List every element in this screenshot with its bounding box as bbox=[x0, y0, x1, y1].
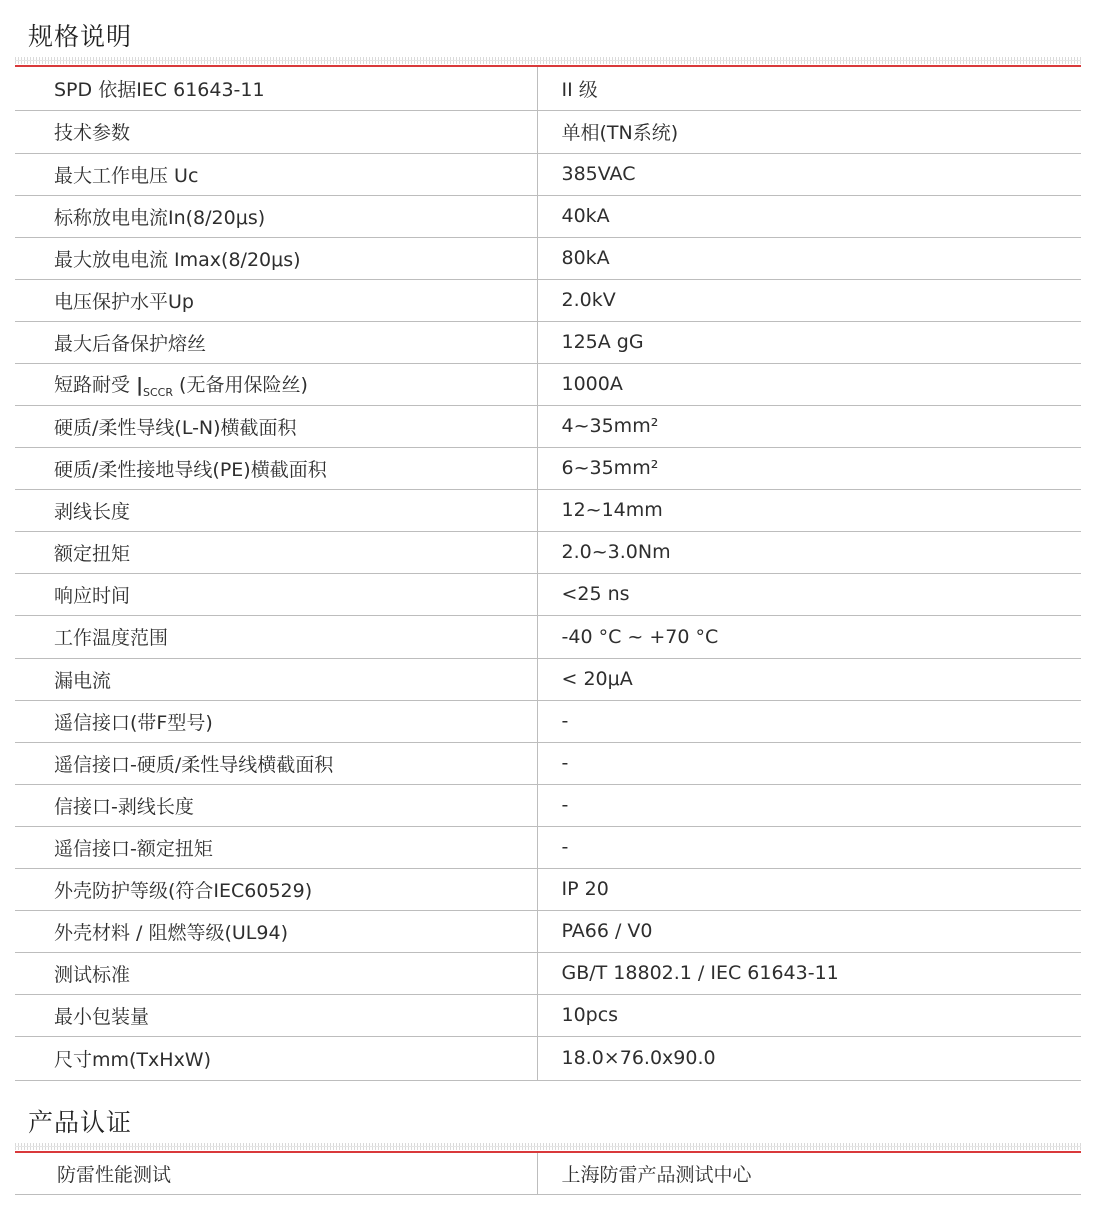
spec-value: -40 °C ~ +70 °C bbox=[537, 615, 1081, 658]
dotted-band bbox=[15, 1143, 1081, 1150]
spec-value: <25 ns bbox=[537, 573, 1081, 615]
table-row bbox=[15, 67, 1081, 110]
spec-value: GB/T 18802.1 / IEC 61643-11 bbox=[537, 952, 1081, 994]
spec-label: SPD 依据IEC 61643-11 bbox=[15, 67, 537, 110]
spec-label: 额定扭矩 bbox=[15, 531, 537, 573]
table-row bbox=[15, 195, 1081, 237]
table-row bbox=[15, 784, 1081, 826]
dotted-band bbox=[15, 57, 1081, 64]
spec-label: 信接口-剥线长度 bbox=[15, 784, 537, 826]
spec-value: 单相(TN系统) bbox=[537, 110, 1081, 153]
table-row bbox=[15, 110, 1081, 153]
spec-value: 40kA bbox=[537, 195, 1081, 237]
cert-section-title: 产品认证 bbox=[28, 1108, 133, 1137]
table-row bbox=[15, 658, 1081, 700]
spec-value: 18.0×76.0x90.0 bbox=[537, 1036, 1081, 1080]
spec-label-sccr bbox=[15, 363, 537, 405]
sccr-subscript: SCCR bbox=[143, 385, 174, 399]
spec-table bbox=[15, 67, 1081, 1081]
table-row bbox=[15, 952, 1081, 994]
spec-label: 遥信接口-硬质/柔性导线横截面积 bbox=[15, 742, 537, 784]
spec-value: 125A gG bbox=[537, 321, 1081, 363]
spec-label: 响应时间 bbox=[15, 573, 537, 615]
spec-value: 385VAC bbox=[537, 153, 1081, 195]
cert-value: 上海防雷产品测试中心 bbox=[537, 1153, 1081, 1194]
spec-section-divider bbox=[15, 57, 1081, 67]
table-row bbox=[15, 279, 1081, 321]
spec-value: - bbox=[537, 826, 1081, 868]
spec-label: 最大工作电压 Uc bbox=[15, 153, 537, 195]
table-row bbox=[15, 153, 1081, 195]
spec-label: 工作温度范围 bbox=[15, 615, 537, 658]
sccr-label-text: 短路耐受 bbox=[54, 373, 131, 396]
table-row bbox=[15, 1036, 1081, 1080]
spec-value: - bbox=[537, 784, 1081, 826]
table-row bbox=[15, 994, 1081, 1036]
spec-label: 技术参数 bbox=[15, 110, 537, 153]
table-row bbox=[15, 321, 1081, 363]
cert-table bbox=[15, 1153, 1081, 1195]
spec-value: 2.0kV bbox=[537, 279, 1081, 321]
spec-label: 尺寸mm(TxHxW) bbox=[15, 1036, 537, 1080]
spec-label: 最大后备保护熔丝 bbox=[15, 321, 537, 363]
spec-value: IP 20 bbox=[537, 868, 1081, 910]
spec-label: 电压保护水平Up bbox=[15, 279, 537, 321]
cert-section-divider bbox=[15, 1143, 1081, 1153]
spec-value: < 20μA bbox=[537, 658, 1081, 700]
table-row bbox=[15, 489, 1081, 531]
spec-value: - bbox=[537, 742, 1081, 784]
table-row bbox=[15, 1153, 1081, 1194]
table-row bbox=[15, 573, 1081, 615]
spec-value: II 级 bbox=[537, 67, 1081, 110]
spec-label: 标称放电电流In(8/20μs) bbox=[15, 195, 537, 237]
spec-value: 80kA bbox=[537, 237, 1081, 279]
spec-label: 遥信接口(带F型号) bbox=[15, 700, 537, 742]
table-row bbox=[15, 910, 1081, 952]
spec-label: 最小包装量 bbox=[15, 994, 537, 1036]
spec-label: 外壳防护等级(符合IEC60529) bbox=[15, 868, 537, 910]
cert-label: 防雷性能测试 bbox=[15, 1153, 537, 1194]
table-row bbox=[15, 531, 1081, 573]
spec-value: - bbox=[537, 700, 1081, 742]
table-row bbox=[15, 742, 1081, 784]
spec-label: 遥信接口-额定扭矩 bbox=[15, 826, 537, 868]
spec-label: 外壳材料 / 阻燃等级(UL94) bbox=[15, 910, 537, 952]
spec-value: 12~14mm bbox=[537, 489, 1081, 531]
spec-value: 4~35mm² bbox=[537, 405, 1081, 447]
table-row bbox=[15, 615, 1081, 658]
spec-label: 硬质/柔性接地导线(PE)横截面积 bbox=[15, 447, 537, 489]
table-row bbox=[15, 363, 1081, 405]
spec-section-title: 规格说明 bbox=[28, 22, 133, 51]
sccr-bar-symbol: | bbox=[136, 373, 144, 396]
spec-value: 6~35mm² bbox=[537, 447, 1081, 489]
table-row bbox=[15, 405, 1081, 447]
table-row bbox=[15, 868, 1081, 910]
spec-label: 测试标准 bbox=[15, 952, 537, 994]
sccr-label-note: (无备用保险丝) bbox=[173, 373, 308, 396]
spec-value: PA66 / V0 bbox=[537, 910, 1081, 952]
spec-value: 1000A bbox=[537, 363, 1081, 405]
spec-label: 硬质/柔性导线(L-N)横截面积 bbox=[15, 405, 537, 447]
spec-value: 10pcs bbox=[537, 994, 1081, 1036]
table-row bbox=[15, 447, 1081, 489]
table-row bbox=[15, 700, 1081, 742]
table-row bbox=[15, 826, 1081, 868]
spec-label: 漏电流 bbox=[15, 658, 537, 700]
table-row bbox=[15, 237, 1081, 279]
spec-label: 最大放电电流 Imax(8/20μs) bbox=[15, 237, 537, 279]
spec-value: 2.0~3.0Nm bbox=[537, 531, 1081, 573]
spec-label: 剥线长度 bbox=[15, 489, 537, 531]
